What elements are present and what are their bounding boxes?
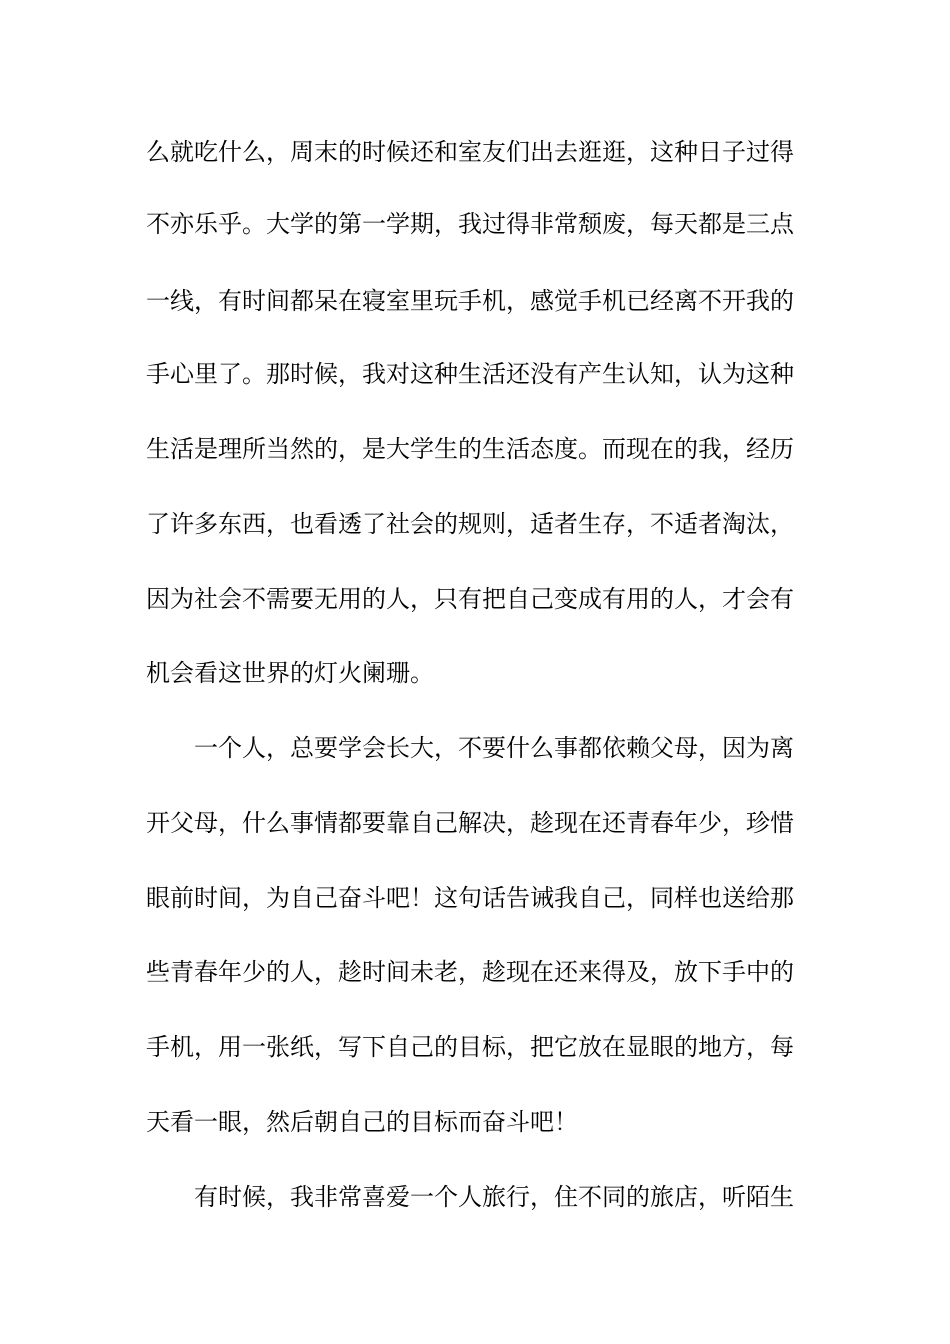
paragraph-1-line-8: 机会看这世界的灯火阑珊。 bbox=[146, 659, 434, 687]
paragraph-1-line-6: 了许多东西，也看透了社会的规则，适者生存，不适者淘汰， bbox=[146, 510, 794, 538]
paragraph-1-line-3: 一线，有时间都呆在寝室里玩手机，感觉手机已经离不开我的 bbox=[146, 287, 794, 315]
paragraph-1-line-4: 手心里了。那时候，我对这种生活还没有产生认知，认为这种 bbox=[146, 360, 794, 388]
paragraph-3-line-1: 有时候，我非常喜爱一个人旅行，住不同的旅店，听陌生 bbox=[194, 1183, 794, 1211]
paragraph-2-line-3: 眼前时间，为自己奋斗吧！这句话告诫我自己，同样也送给那 bbox=[146, 884, 794, 912]
paragraph-2-line-4: 些青春年少的人，趁时间未老，趁现在还来得及，放下手中的 bbox=[146, 958, 794, 986]
paragraph-2-line-6: 天看一眼，然后朝自己的目标而奋斗吧！ bbox=[146, 1108, 578, 1136]
paragraph-1-line-1: 么就吃什么，周末的时候还和室友们出去逛逛，这种日子过得 bbox=[146, 138, 794, 166]
paragraph-1-line-2: 不亦乐乎。大学的第一学期，我过得非常颓废，每天都是三点 bbox=[146, 210, 794, 238]
paragraph-1-line-7: 因为社会不需要无用的人，只有把自己变成有用的人，才会有 bbox=[146, 585, 794, 613]
paragraph-2-line-5: 手机，用一张纸，写下自己的目标，把它放在显眼的地方，每 bbox=[146, 1033, 794, 1061]
paragraph-1-line-5: 生活是理所当然的，是大学生的生活态度。而现在的我，经历 bbox=[146, 435, 794, 463]
paragraph-2-line-1: 一个人，总要学会长大，不要什么事都依赖父母，因为离 bbox=[194, 734, 794, 762]
paragraph-2-line-2: 开父母，什么事情都要靠自己解决，趁现在还青春年少，珍惜 bbox=[146, 809, 794, 837]
